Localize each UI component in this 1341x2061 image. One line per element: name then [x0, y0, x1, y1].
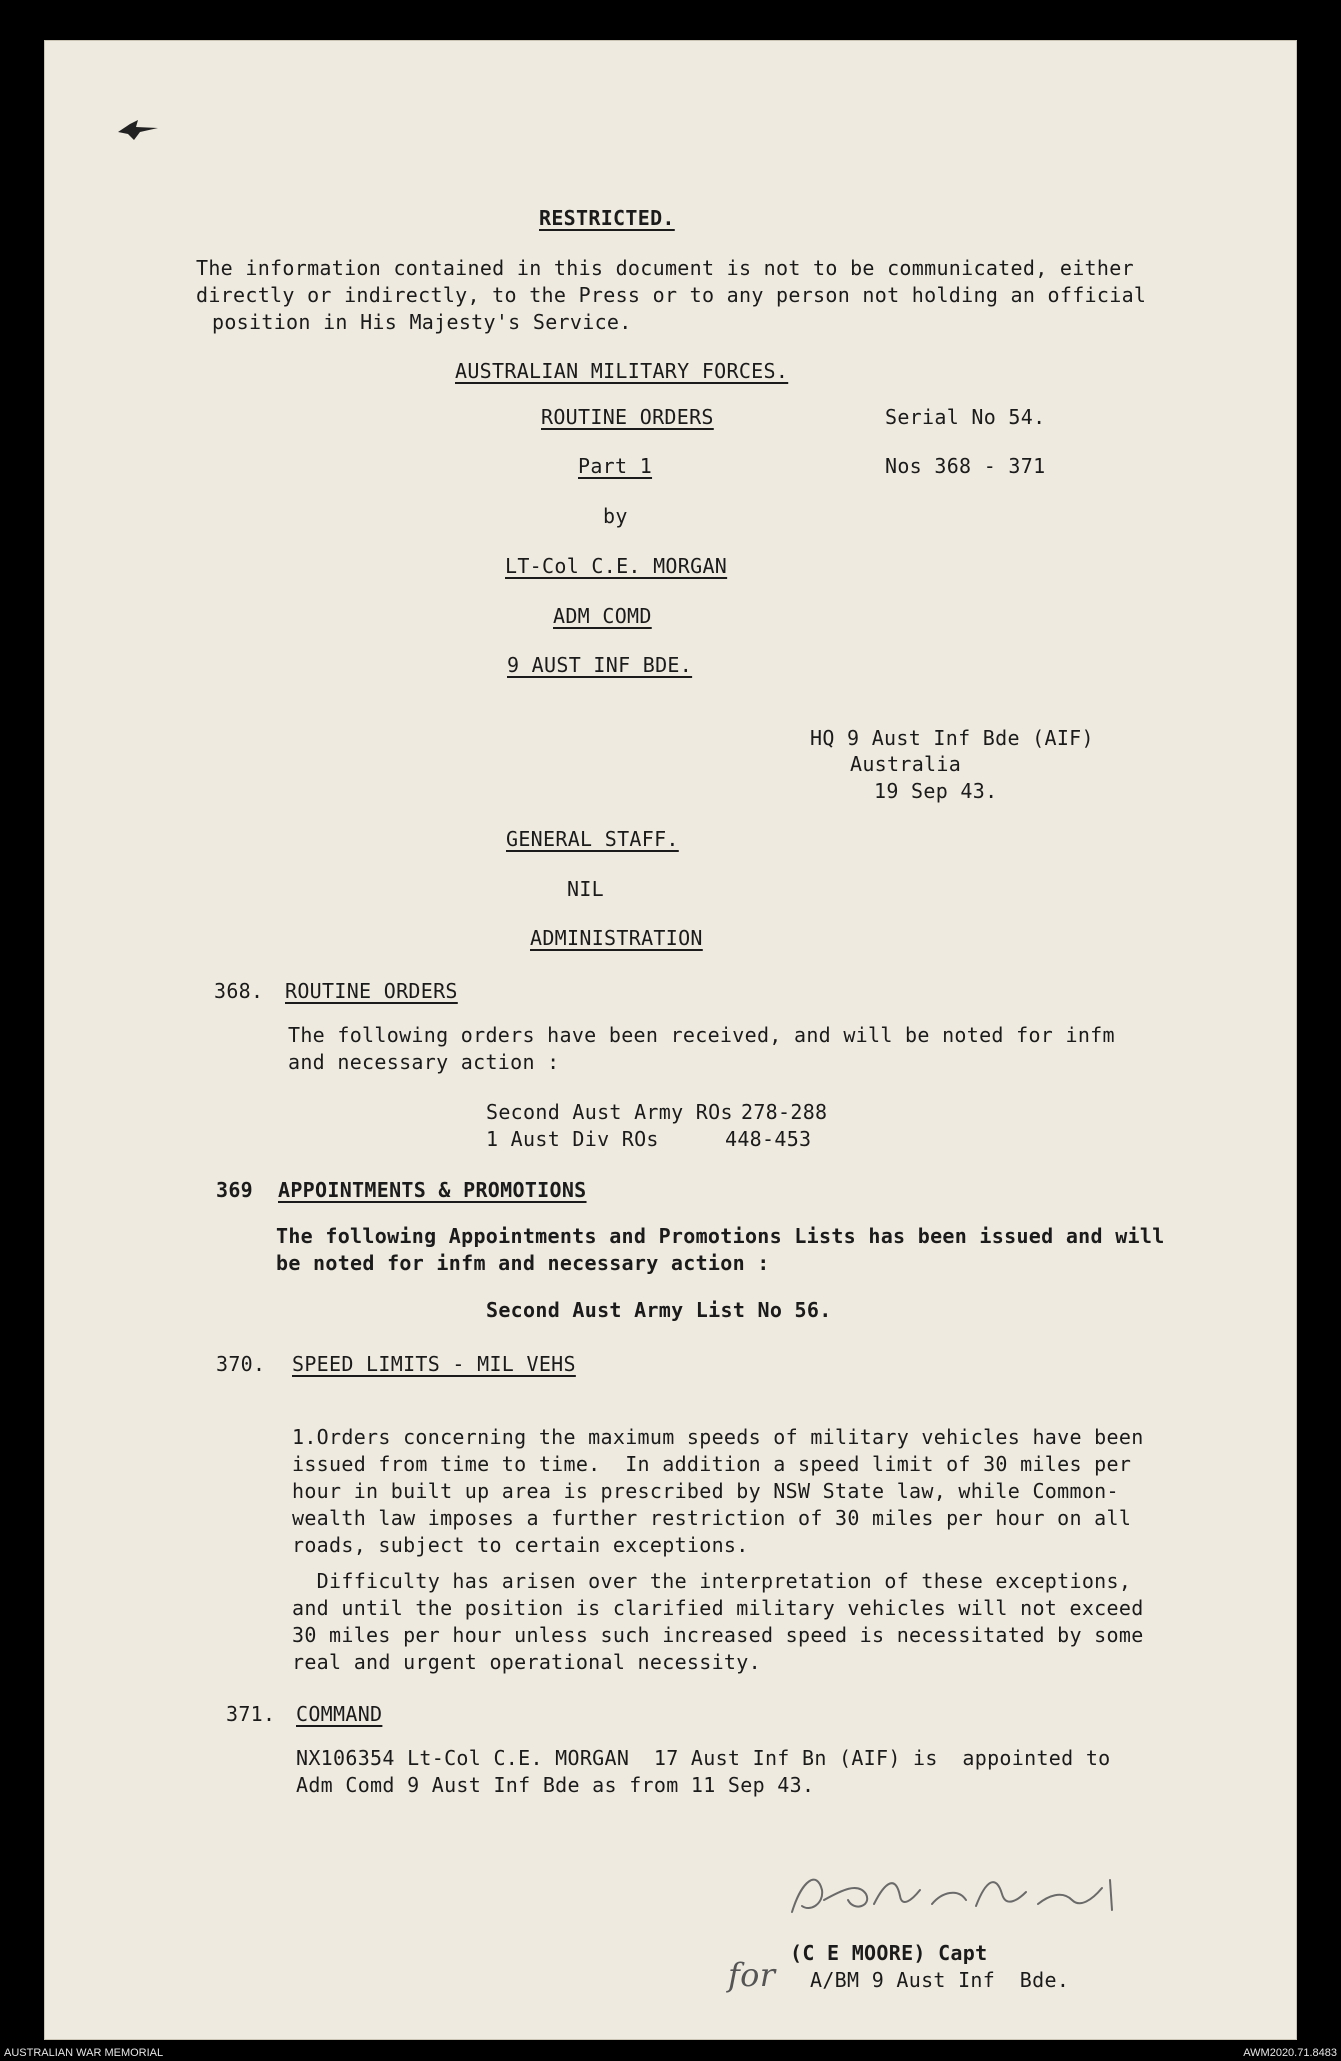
order-371-title: COMMAND — [296, 1702, 383, 1726]
order-369-number: 369 — [216, 1178, 254, 1202]
address-line-1: HQ 9 Aust Inf Bde (AIF) — [810, 726, 1094, 750]
order-368-title: ROUTINE ORDERS — [285, 979, 458, 1003]
order-370-number: 370. — [216, 1352, 266, 1376]
order-370-para2-4: real and urgent operational necessity. — [292, 1650, 761, 1674]
notice-line-3: position in His Majesty's Service. — [212, 310, 632, 334]
address-line-2: Australia — [850, 752, 962, 776]
order-370-para2-1: Difficulty has arisen over the interpretation of these exceptions, — [292, 1569, 1132, 1593]
order-370-para2-2: and until the position is clarified military vehicles will not exceed — [292, 1596, 1144, 1620]
routine-orders-heading: ROUTINE ORDERS — [541, 405, 714, 429]
order-369-list: Second Aust Army List No 56. — [486, 1298, 832, 1322]
order-370-para1-5: roads, subject to certain exceptions. — [292, 1533, 749, 1557]
order-368-ref-1-value: 278-288 — [741, 1100, 828, 1124]
nil-text: NIL — [567, 877, 605, 901]
order-368-ref-2-label: 1 Aust Div ROs — [486, 1127, 659, 1151]
part-heading: Part 1 — [578, 454, 653, 478]
order-368-body-1: The following orders have been received, and will be noted for infm — [288, 1023, 1115, 1047]
serial-number: Serial No 54. — [885, 405, 1046, 429]
brigade-heading: 9 AUST INF BDE. — [507, 653, 693, 677]
adm-comd-heading: ADM COMD — [553, 604, 652, 628]
footer-left-label: AUSTRALIAN WAR MEMORIAL — [4, 2047, 164, 2059]
handwritten-signature — [762, 1860, 1142, 1930]
by-text: by — [603, 504, 628, 528]
order-numbers: Nos 368 - 371 — [885, 454, 1046, 478]
officer-name: LT-Col C.E. MORGAN — [505, 554, 728, 578]
order-370-title: SPEED LIMITS - MIL VEHS — [292, 1352, 576, 1376]
order-371-number: 371. — [226, 1702, 276, 1726]
signature-for-handwritten: for — [728, 1956, 776, 1994]
order-368-body-2: and necessary action : — [288, 1050, 560, 1074]
order-368-ref-1-label: Second Aust Army ROs — [486, 1100, 733, 1124]
order-368-number: 368. — [214, 979, 264, 1003]
notice-line-1: The information contained in this document is not to be communicated, either — [196, 256, 1134, 280]
order-369-body-1: The following Appointments and Promotions Lists has been issued and will — [276, 1224, 1165, 1248]
administration-heading: ADMINISTRATION — [530, 926, 703, 950]
order-371-body-1: NX106354 Lt-Col C.E. MORGAN 17 Aust Inf Bn (AIF) is appointed to — [296, 1746, 1111, 1770]
address-date: 19 Sep 43. — [874, 779, 998, 803]
footer-right-id: AWM2020.71.8483 — [1243, 2047, 1337, 2059]
order-369-body-2: be noted for infm and necessary action : — [276, 1251, 770, 1275]
order-369-title: APPOINTMENTS & PROMOTIONS — [278, 1178, 587, 1202]
order-370-para1-3: hour in built up area is prescribed by NSW State law, while Common- — [292, 1479, 1119, 1503]
forces-heading: AUSTRALIAN MILITARY FORCES. — [455, 359, 789, 383]
paper-tear-mark — [116, 118, 160, 142]
order-370-para1-4: wealth law imposes a further restriction of 30 miles per hour on all — [292, 1506, 1132, 1530]
order-368-ref-2-value: 448-453 — [725, 1127, 812, 1151]
restricted-heading: RESTRICTED. — [539, 206, 675, 230]
order-370-para1-1: 1.Orders concerning the maximum speeds of military vehicles have been — [292, 1425, 1144, 1449]
notice-line-2: directly or indirectly, to the Press or to any person not holding an official — [196, 283, 1147, 307]
general-staff-heading: GENERAL STAFF. — [506, 827, 679, 851]
signatory-role: A/BM 9 Aust Inf Bde. — [810, 1968, 1070, 1992]
order-370-para1-2: issued from time to time. In addition a speed limit of 30 miles per — [292, 1452, 1132, 1476]
order-370-para2-3: 30 miles per hour unless such increased speed is necessitated by some — [292, 1623, 1144, 1647]
order-371-body-2: Adm Comd 9 Aust Inf Bde as from 11 Sep 43. — [296, 1773, 815, 1797]
signatory-name: (C E MOORE) Capt — [790, 1941, 988, 1965]
